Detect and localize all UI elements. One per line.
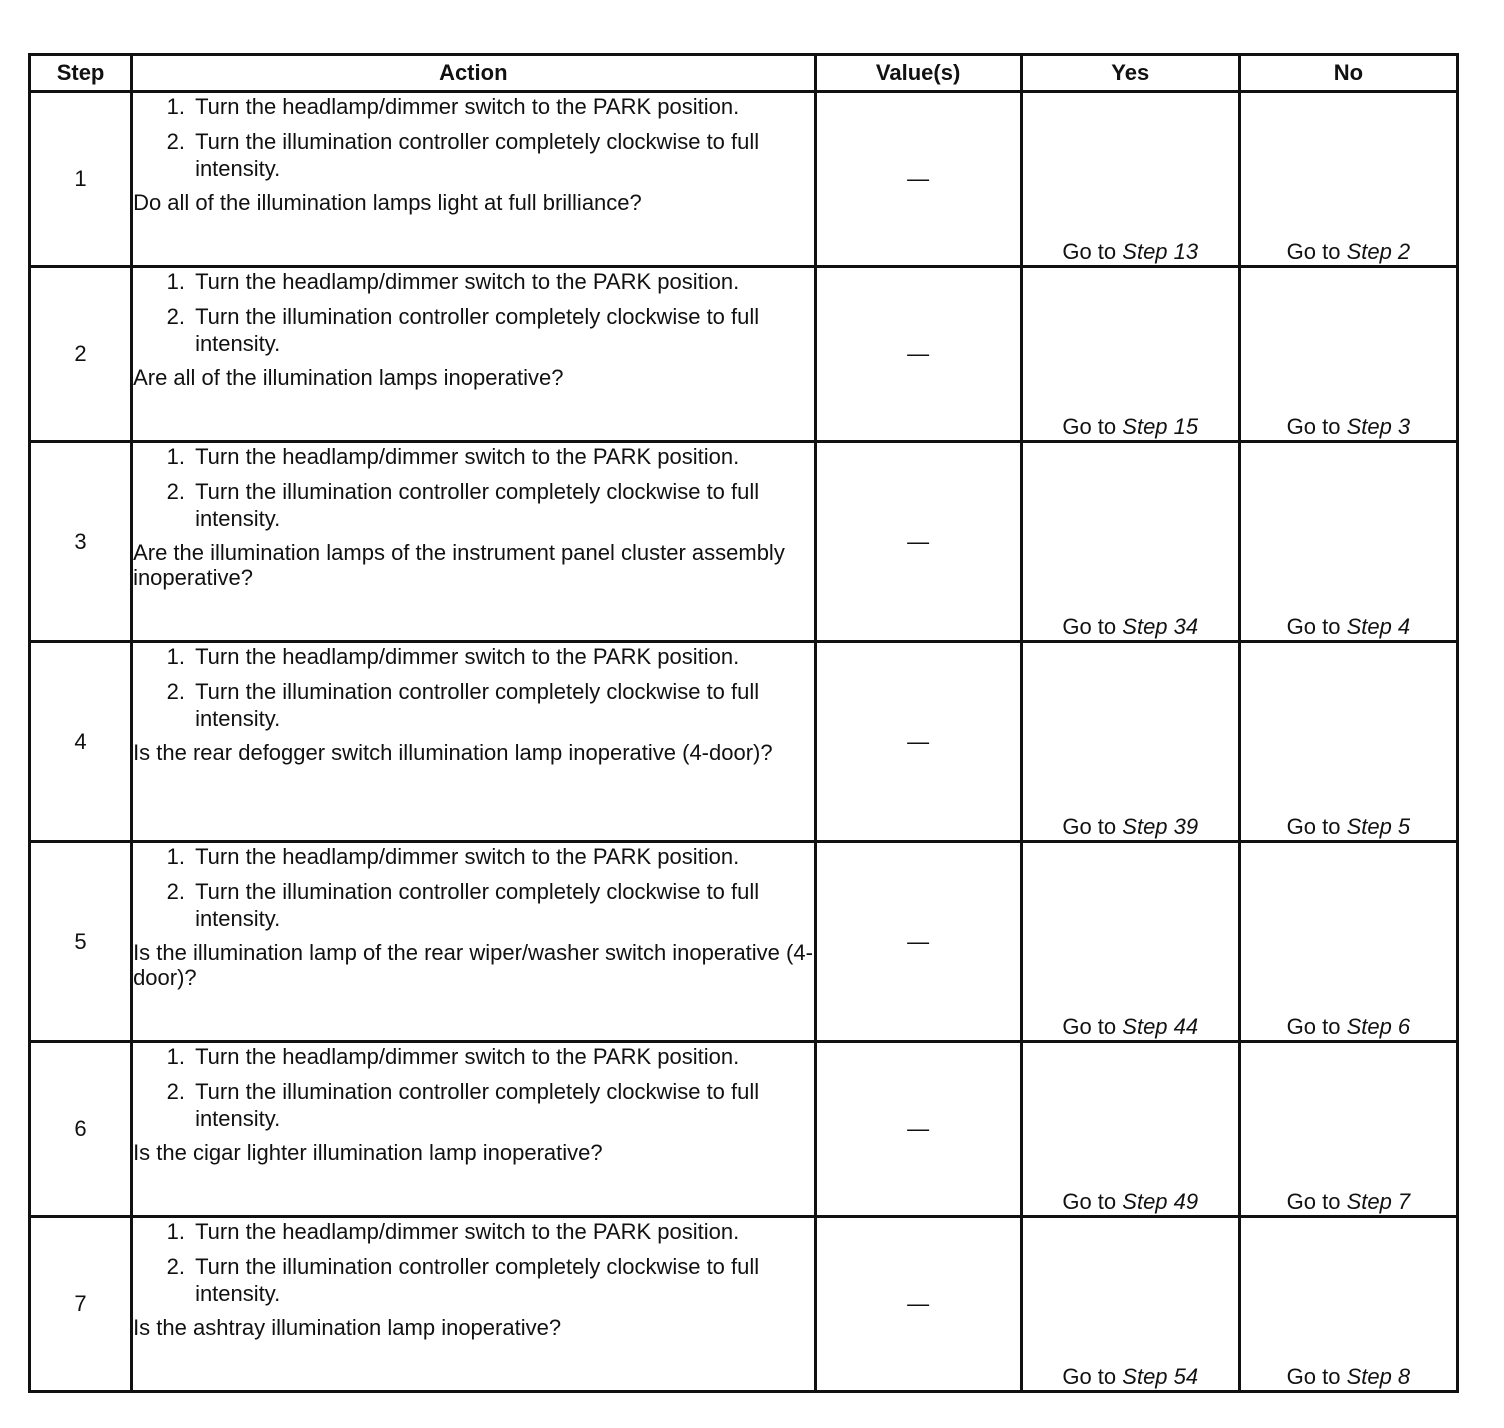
- header-values: Value(s): [815, 55, 1021, 92]
- action-cell: [132, 442, 815, 642]
- action-item: 1. Turn the headlamp/dimmer switch to the PARK position.: [191, 1218, 813, 1245]
- action-item: 1. Turn the headlamp/dimmer switch to the PARK position.: [191, 843, 813, 870]
- table-row: [30, 1042, 1458, 1217]
- no-step-link: Step 2: [1346, 239, 1411, 264]
- step-number: 4: [30, 642, 132, 842]
- step-number: 6: [30, 1042, 132, 1217]
- no-step-link: Step 3: [1346, 414, 1411, 439]
- action-item: 2. Turn the illumination controller completely clockwise to full intensity.: [191, 1078, 813, 1132]
- action-list: [133, 443, 813, 532]
- action-item: 2. Turn the illumination controller completely clockwise to full intensity.: [191, 1253, 813, 1307]
- value-cell: —: [815, 642, 1021, 842]
- table-row: [30, 92, 1458, 267]
- yes-prefix: Go to: [1062, 814, 1117, 839]
- yes-prefix: Go to: [1062, 1189, 1117, 1214]
- no-prefix: Go to: [1286, 614, 1341, 639]
- yes-step-link: Step 34: [1122, 614, 1199, 639]
- yes-step-link: Step 54: [1122, 1364, 1199, 1389]
- no-prefix: Go to: [1286, 1364, 1341, 1389]
- no-step-link: Step 7: [1346, 1189, 1411, 1214]
- no-cell: [1239, 642, 1457, 842]
- value-cell: —: [815, 1042, 1021, 1217]
- table-row: [30, 1217, 1458, 1392]
- action-question: Do all of the illumination lamps light at full brilliance?: [133, 190, 642, 215]
- value-cell: —: [815, 442, 1021, 642]
- action-cell: [132, 642, 815, 842]
- yes-prefix: Go to: [1062, 614, 1117, 639]
- diagnostic-table: [28, 53, 1459, 1393]
- no-step-link: Step 5: [1346, 814, 1411, 839]
- yes-cell: [1021, 442, 1239, 642]
- action-cell: [132, 92, 815, 267]
- no-prefix: Go to: [1286, 814, 1341, 839]
- yes-cell: [1021, 842, 1239, 1042]
- no-step-link: Step 4: [1346, 614, 1411, 639]
- no-cell: [1239, 1217, 1457, 1392]
- action-question: Is the cigar lighter illumination lamp inoperative?: [133, 1140, 603, 1165]
- action-item: 1. Turn the headlamp/dimmer switch to the PARK position.: [191, 1043, 813, 1070]
- action-list: [133, 268, 813, 357]
- yes-cell: [1021, 642, 1239, 842]
- header-row: [30, 55, 1458, 92]
- yes-step-link: Step 13: [1122, 239, 1199, 264]
- action-question: Is the ashtray illumination lamp inoperative?: [133, 1315, 562, 1340]
- step-number: 7: [30, 1217, 132, 1392]
- action-question: Is the rear defogger switch illumination lamp inoperative (4-door)?: [133, 740, 773, 765]
- action-question: Are all of the illumination lamps inoperative?: [133, 365, 564, 390]
- value-cell: —: [815, 267, 1021, 442]
- value-cell: —: [815, 92, 1021, 267]
- yes-cell: [1021, 1042, 1239, 1217]
- yes-step-link: Step 44: [1122, 1014, 1199, 1039]
- table-row: [30, 842, 1458, 1042]
- no-cell: [1239, 92, 1457, 267]
- no-prefix: Go to: [1286, 414, 1341, 439]
- no-prefix: Go to: [1286, 1189, 1341, 1214]
- action-question: Are the illumination lamps of the instrument panel cluster assembly inoperative?: [133, 540, 785, 590]
- header-step: Step: [30, 55, 132, 92]
- yes-cell: [1021, 92, 1239, 267]
- yes-prefix: Go to: [1062, 414, 1117, 439]
- action-item: 1. Turn the headlamp/dimmer switch to the PARK position.: [191, 93, 813, 120]
- yes-cell: [1021, 267, 1239, 442]
- step-number: 2: [30, 267, 132, 442]
- table-row: [30, 267, 1458, 442]
- action-item: 1. Turn the headlamp/dimmer switch to the PARK position.: [191, 268, 813, 295]
- action-cell: [132, 842, 815, 1042]
- no-step-link: Step 8: [1346, 1364, 1411, 1389]
- action-item: 2. Turn the illumination controller completely clockwise to full intensity.: [191, 303, 813, 357]
- action-list: [133, 1218, 813, 1307]
- table-row: [30, 642, 1458, 842]
- action-question: Is the illumination lamp of the rear wiper/washer switch inoperative (4-door)?: [133, 940, 813, 990]
- action-cell: [132, 1217, 815, 1392]
- no-cell: [1239, 267, 1457, 442]
- action-list: [133, 843, 813, 932]
- no-step-link: Step 6: [1346, 1014, 1411, 1039]
- action-list: [133, 1043, 813, 1132]
- table-row: [30, 442, 1458, 642]
- yes-step-link: Step 39: [1122, 814, 1199, 839]
- step-number: 5: [30, 842, 132, 1042]
- no-prefix: Go to: [1286, 1014, 1341, 1039]
- action-list: [133, 93, 813, 182]
- no-cell: [1239, 1042, 1457, 1217]
- yes-prefix: Go to: [1062, 1014, 1117, 1039]
- header-yes: Yes: [1021, 55, 1239, 92]
- no-prefix: Go to: [1286, 239, 1341, 264]
- yes-cell: [1021, 1217, 1239, 1392]
- header-no: No: [1239, 55, 1457, 92]
- no-cell: [1239, 842, 1457, 1042]
- yes-step-link: Step 15: [1122, 414, 1199, 439]
- header-action: Action: [132, 55, 815, 92]
- action-item: 2. Turn the illumination controller completely clockwise to full intensity.: [191, 678, 813, 732]
- yes-step-link: Step 49: [1122, 1189, 1199, 1214]
- action-item: 1. Turn the headlamp/dimmer switch to the PARK position.: [191, 443, 813, 470]
- action-cell: [132, 267, 815, 442]
- yes-prefix: Go to: [1062, 1364, 1117, 1389]
- action-item: 2. Turn the illumination controller completely clockwise to full intensity.: [191, 478, 813, 532]
- action-list: [133, 643, 813, 732]
- action-item: 2. Turn the illumination controller completely clockwise to full intensity.: [191, 878, 813, 932]
- value-cell: —: [815, 842, 1021, 1042]
- action-item: 1. Turn the headlamp/dimmer switch to the PARK position.: [191, 643, 813, 670]
- step-number: 3: [30, 442, 132, 642]
- action-item: 2. Turn the illumination controller completely clockwise to full intensity.: [191, 128, 813, 182]
- action-cell: [132, 1042, 815, 1217]
- yes-prefix: Go to: [1062, 239, 1117, 264]
- no-cell: [1239, 442, 1457, 642]
- value-cell: —: [815, 1217, 1021, 1392]
- step-number: 1: [30, 92, 132, 267]
